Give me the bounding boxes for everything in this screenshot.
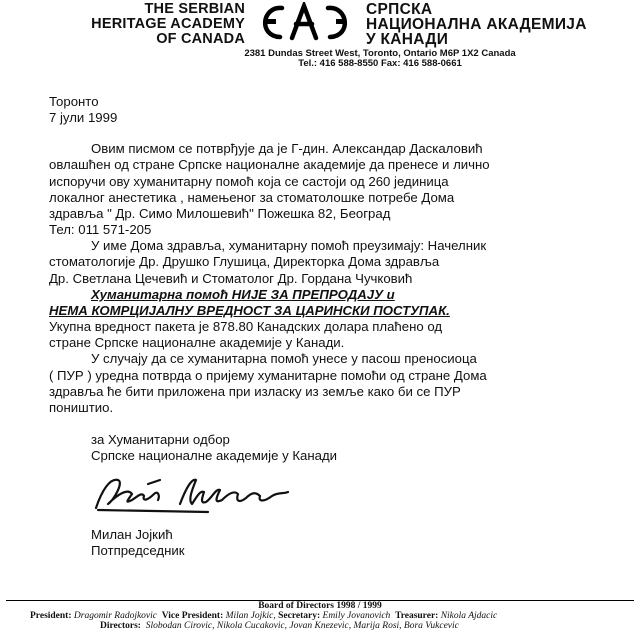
paragraph-line: Укупна вредност пакета је 878.80 Канадских долара плаћено од [49, 319, 443, 334]
letterhead-english-line: HERITAGE ACADEMY [91, 16, 245, 32]
secretary-name: Emily Jovanovich [322, 611, 391, 621]
letterhead-address: 2381 Dundas Street West, Toronto, Ontario M6P 1X2 Canada [244, 48, 516, 59]
vp-label: Vice President: [161, 611, 224, 621]
place: Торонто [49, 94, 99, 109]
closing-line: за Хуманитарни одбор [91, 432, 230, 447]
paragraph-line: стоматологије Др. Друшко Глушица, Директорка Дома здравља [49, 254, 440, 269]
footer-board: Board of Directors 1998 / 1999 [258, 601, 382, 611]
letterhead-english-line: OF CANADA [156, 31, 245, 47]
paragraph-line: стране Српске националне академије у Канади. [49, 335, 345, 350]
paragraph-line: здравља " Др. Симо Милошевић" Пожешка 82, Београд [49, 206, 391, 221]
vp-name: Milan Jojkic, [225, 611, 276, 621]
phone: Тел: 011 571-205 [49, 222, 152, 237]
closing-line: Српске националне академије у Канади [91, 448, 338, 463]
letterhead-english [15, 2, 245, 47]
paragraph-line: ( ПУР ) уредна потврда о пријему хуманитарне помоћи од стране Дома [49, 368, 487, 383]
paragraph-line: локалног анестетика , намењеног за стоматолошке потребе Дома [49, 190, 455, 205]
directors-label: Directors: [100, 621, 141, 631]
treasurer-label: Treasurer: [395, 611, 439, 621]
footer-officers [30, 611, 497, 622]
paragraph-line: поништио. [49, 400, 114, 415]
letterhead-english-line: THE SERBIAN [144, 1, 245, 17]
letterhead-serbian-line: НАЦИОНАЛНА АКАДЕМИЈА [366, 16, 587, 33]
letterhead-contact: Tel.: 416 588-8550 Fax: 416 588-0661 [298, 58, 462, 69]
letterhead-serbian [366, 2, 587, 47]
paragraph-line: У случају да се хуманитарна помоћ унесе у пасош преносиоца [91, 351, 477, 366]
letterhead-serbian-line: СРПСКА [366, 1, 433, 18]
president-label: President: [30, 611, 72, 621]
paragraph-line: овлашћен од стране Српске националне академије да пренесе и лично [49, 157, 490, 172]
president-name: Dragomir Radojkovic [73, 611, 158, 621]
paragraph-line: Др. Светлана Цечевић и Стоматолог Др. Гордана Чучковић [49, 271, 413, 286]
treasurer-name: Nikola Ajdacic [440, 611, 498, 621]
secretary-label: Secretary: [278, 611, 321, 621]
date: 7 јули 1999 [49, 110, 118, 125]
notice-line: Хуманитарна помоћ НИЈЕ ЗА ПРЕПРОДАЈУ и [91, 287, 395, 302]
paragraph-line: испоручи ову хуманитарну помоћ која се састоји од 260 јединица [49, 174, 449, 189]
paragraph-line: У име Дома здравља, хуманитарну помоћ преузимају: Начелник [91, 238, 487, 253]
signature [88, 470, 318, 516]
directors-names: Slobodan Cirovic, Nikola Cucakovic, Jovan Knezevic, Marija Rosi, Bora Vukcevic [145, 621, 459, 631]
paragraph-line: здравља ће бити приложена при изласку из земље како би се ПУР [49, 384, 461, 399]
academy-logo [252, 2, 364, 42]
notice-line: НЕМА КОМРЦИЈАЛНУ ВРЕДНОСТ ЗА ЦАРИНСКИ ПОСТУПАК. [49, 303, 450, 318]
footer-directors [100, 621, 459, 632]
signer-title: Потпредседник [91, 543, 185, 558]
letterhead-serbian-line: У КАНАДИ [366, 31, 449, 48]
paragraph-line: Овим писмом се потврђује да је Г-дин. Александар Даскаловић [91, 141, 483, 156]
signer-name: Милан Јојкић [91, 527, 173, 542]
